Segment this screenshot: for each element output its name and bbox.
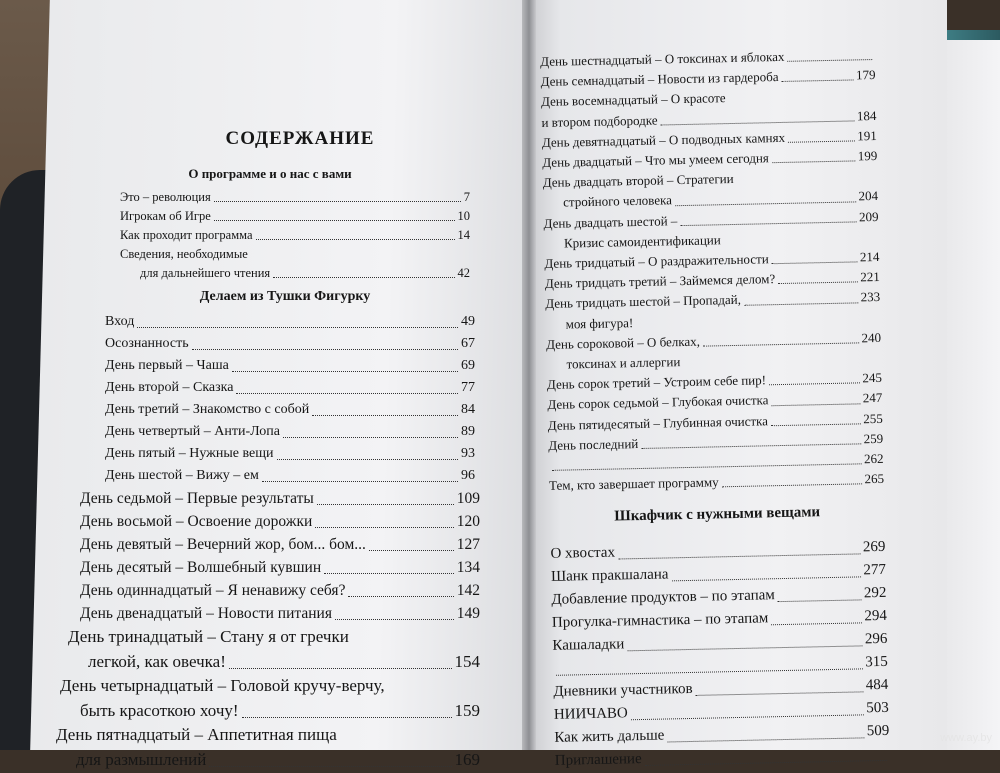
leader-dots [667,738,863,743]
leader-dots [722,484,862,488]
leader-dots [348,596,453,597]
entry-label: День шестнадцатый – О токсинах и яблоках [540,48,785,69]
page-number: 127 [456,536,480,553]
page-number: 292 [863,585,887,602]
leader-dots [641,443,860,449]
toc-entry [120,226,470,245]
entry-line: День восемнадцатый – О красоте [540,90,726,110]
leader-dots [214,201,461,202]
entry-label: быть красоткою хочу! [80,700,239,720]
leader-dots [782,80,854,82]
leader-dots [627,646,862,652]
page-number: 262 [863,450,884,467]
page-number: 214 [859,248,880,265]
entry-label: День шестой – Вижу – ем [105,468,259,483]
entry-label: День последний [548,435,639,453]
leader-dots [772,161,855,164]
leader-dots [335,619,454,620]
page-number: 221 [860,269,880,285]
entry-label: День сорок седьмой – Глубокая очистка [547,392,769,413]
leader-dots [262,481,458,482]
toc-entry [80,602,480,625]
toc-entry [105,311,475,333]
leader-dots [778,282,857,285]
page-number: 120 [456,513,480,530]
entry-label: для дальнейшего чтения [140,266,271,280]
entry-line: Кризис самоидентификации [563,232,721,251]
leader-dots [283,437,458,438]
entry-line: моя фигура! [565,314,634,332]
toc-entry-multiline [546,328,882,375]
entry-label: Это – революция [120,190,211,204]
watermark: www.ay.by [940,732,992,744]
entry-label: День первый – Чаша [105,358,229,373]
leader-dots [771,423,860,426]
leader-dots [229,668,452,669]
left-toc [56,128,480,772]
toc-entry-multiline [543,166,879,213]
entry-label: День тридцать третий – Займемся делом? [544,271,776,292]
entry-label: День тридцатый – О раздражительности [544,251,769,271]
leader-dots [769,383,859,386]
leader-dots [618,554,860,560]
page-number: 77 [461,380,475,395]
entry-label: День пятидесятый – Глубинная очистка [547,412,769,433]
entry-row [120,264,470,283]
leader-dots [645,760,887,766]
entry-label: День семнадцатый – Новости из гардероба [540,69,779,90]
entry-line: День двадцать второй – Стратегии [542,171,734,191]
toc-entry [80,533,480,556]
toc-entry [120,188,470,207]
entry-label: Вход [105,314,135,329]
page-number: 69 [461,358,475,373]
entry-row [60,699,480,724]
entry-label: стройного человека [562,192,673,210]
leader-dots [631,715,864,721]
toc-entry-multiline [543,207,879,254]
page-number: 294 [864,608,888,625]
entry-label: Как проходит программа [120,228,253,242]
toc-entry [105,399,475,421]
page-number: 259 [863,430,884,447]
page-number: 247 [862,390,883,406]
leader-dots [661,120,854,125]
toc-entry [105,377,475,399]
entry-row [68,650,480,675]
leader-dots [369,550,454,551]
toc-entry [105,443,475,465]
entry-label: День девятнадцатый – О подводных камнях [541,129,786,150]
leader-dots [242,717,452,718]
entry-line: День тринадцатый – Стану я от гречки [68,627,349,646]
leader-dots [236,393,458,394]
entry-label: Добавление продуктов – по этапам [551,587,775,609]
entry-label: легкой, как овечка! [88,651,226,671]
entry-label: День одиннадцатый – Я ненавижу себя? [80,582,346,599]
toc-entry-multiline [545,287,881,334]
entry-label: День пятый – Нужные вещи [105,446,274,461]
leader-dots [256,239,455,240]
section-heading-about: О программе и о нас с вами [188,166,352,181]
entry-label: День восьмой – Освоение дорожки [80,513,313,530]
entry-label: День десятый – Волшебный кувшин [80,559,322,576]
page-number: 199 [857,147,878,164]
leader-dots [214,220,455,221]
leader-dots [137,327,458,328]
page-number: 296 [864,631,888,648]
page-number: 134 [456,559,480,576]
page-number: 179 [855,67,876,83]
right-toc [540,45,890,773]
toc-title: СОДЕРЖАНИЕ [225,128,375,149]
page-number: 503 [866,700,889,717]
page-number: 204 [858,188,879,204]
entry-label: Осознанность [105,336,189,351]
page-number: 84 [461,402,475,417]
page-number: 315 [865,654,889,671]
entry-label: День второй – Сказка [105,380,234,395]
entry-label: Игрокам об Игре [120,209,211,223]
entry-line: День пятнадцатый – Аппетитная пища [56,725,337,744]
page-number: 149 [456,605,480,622]
page-number: 269 [862,539,886,556]
entry-row [56,748,480,773]
page-number: 159 [454,700,480,720]
page-number: 10 [457,209,470,223]
toc-entry [120,207,470,226]
page-number: 484 [865,677,889,694]
leader-dots [277,459,459,460]
entry-label: Как жить дальше [554,728,665,747]
entry-label: День тридцать шестой – Пропадай, [545,292,742,312]
entry-line: Сведения, необходимые [120,247,248,261]
toc-entry [105,421,475,443]
leader-dots [324,573,454,574]
leader-dots [772,403,860,406]
toc-entry [80,556,480,579]
toc-entry-multiline [56,723,480,772]
leader-dots [744,302,858,305]
entry-label: День третий – Знакомство с собой [105,402,310,417]
toc-entry [80,510,480,533]
leader-dots [232,371,458,372]
toc-entry [80,579,480,602]
page-number: 49 [461,314,475,329]
entry-label: День сороковой – О белках, [545,333,701,352]
leader-dots [772,262,857,265]
leader-dots [680,221,856,226]
page-number: 265 [864,471,885,487]
page-number: 509 [866,723,890,740]
leader-dots [312,415,458,416]
leader-dots [192,349,458,350]
leader-dots [778,600,861,603]
page-number: 109 [456,490,480,507]
entry-label: День девятый – Вечерний жор, бом... бом... [80,536,366,553]
page-number: 277 [863,562,887,579]
toc-entry-multiline [60,245,480,283]
leader-dots [788,140,854,142]
entry-label: О хвостах [550,545,616,563]
book-gutter [522,0,536,750]
page-number: 191 [857,127,877,144]
page-number: 240 [861,329,882,346]
leader-dots [788,59,873,62]
entry-label: Кашаладки [552,636,625,655]
page-number: 93 [461,446,475,461]
page-number: 245 [862,370,883,386]
toc-entry [80,487,480,510]
entry-label: Шанк пракшалана [550,566,669,586]
toc-entry [105,355,475,377]
toc-entry-multiline [60,625,480,674]
entry-line: День четырнадцатый – Головой кручу-верчу, [60,676,385,695]
page-number: 89 [461,424,475,439]
section-heading-cabinet: Шкафчик с нужными вещами [614,504,821,526]
leader-dots [771,623,861,626]
toc-entry [105,465,475,487]
leader-dots [273,277,454,278]
leader-dots [317,504,454,505]
toc-entry [105,333,475,355]
page-number: 169 [454,749,480,769]
entry-label: и втором подбородке [541,112,658,130]
entry-label: День двенадцатый – Новости питания [80,605,332,622]
entry-label: День четвертый – Анти-Лопа [105,424,280,439]
toc-entry-multiline [541,85,877,132]
leader-dots [315,527,453,528]
leader-dots [672,577,861,582]
page-number: 142 [456,582,480,599]
leader-dots [703,342,859,346]
entry-label: День двадцать шестой – [543,212,678,231]
entry-label: Прогулка-гимнастика – по этапам [551,610,769,632]
entry-label: День сорок третий – Устроим себе пир! [546,372,767,393]
entry-label: День двадцатый – Что мы умеем сегодня [542,150,769,170]
page-number: 233 [860,289,881,305]
page-number: 96 [461,468,475,483]
page-number: 209 [858,208,879,224]
entry-label: Дневники участников [553,681,693,701]
entry-label: День седьмой – Первые результаты [80,490,314,507]
page-number: 184 [856,107,877,123]
entry-line: токсинах и аллергии [566,354,681,372]
leader-dots [209,766,451,767]
entry-label: Приглашение [554,751,642,770]
section-heading-figure: Делаем из Тушки Фигурку [199,289,371,304]
page-number: 7 [463,190,470,204]
entry-label: НИИЧАВО [553,705,628,724]
toc-entry-multiline [60,674,480,723]
page-number: 42 [457,266,470,280]
page-number: 67 [461,336,475,351]
page-number: 14 [457,228,470,242]
page-stack-edge [940,40,1000,750]
entry-label: Тем, кто завершает программу [548,474,719,494]
entry-label: для размышлений [76,749,207,769]
leader-dots [696,692,863,697]
leader-dots [675,201,856,206]
page-number: 154 [454,651,480,671]
page-number: 255 [863,410,883,426]
